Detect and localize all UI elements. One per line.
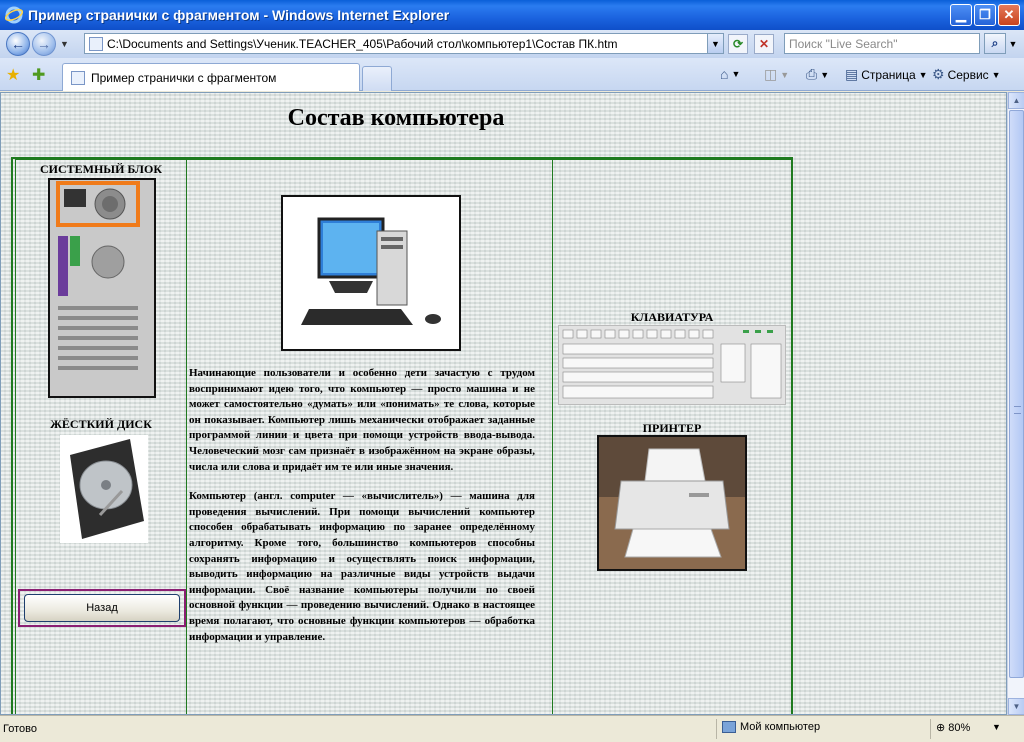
restore-button[interactable] <box>974 4 996 26</box>
keyboard-image <box>558 325 786 405</box>
search-input[interactable]: Поиск "Live Search" <box>784 33 980 54</box>
chevron-down-icon: ▼ <box>731 69 741 79</box>
close-button[interactable] <box>998 4 1020 26</box>
zoom-control[interactable] <box>936 721 970 734</box>
security-zone[interactable] <box>722 721 820 733</box>
minimize-button[interactable] <box>950 4 972 26</box>
search-icon: ⌕ <box>991 36 999 50</box>
status-bar <box>0 715 1024 742</box>
address-dropdown[interactable]: ▼ <box>707 34 723 53</box>
close-icon: ✕ <box>1003 7 1015 22</box>
favorites-star-icon[interactable]: ★ <box>6 67 21 84</box>
page-icon: ▤ <box>845 66 859 82</box>
system-unit-caption: СИСТЕМНЫЙ БЛОК <box>39 162 163 176</box>
navigation-bar <box>0 30 1024 58</box>
restore-icon: ❐ <box>979 7 991 22</box>
right-column <box>553 159 791 715</box>
home-button[interactable] <box>720 66 740 82</box>
left-column <box>15 159 187 715</box>
arrow-down-icon: ▼ <box>1012 702 1021 711</box>
hard-disk-icon <box>60 435 148 543</box>
scroll-up-button[interactable] <box>1008 92 1024 109</box>
chevron-down-icon: ▼ <box>991 69 1001 80</box>
printer-image <box>597 435 747 571</box>
chevron-down-icon: ▼ <box>820 69 830 80</box>
zoom-dropdown[interactable]: ▼ <box>992 722 1001 732</box>
ie-logo-icon <box>5 6 23 24</box>
gear-icon: ⚙ <box>932 66 945 82</box>
arrow-left-icon: ← <box>11 36 25 52</box>
back-button[interactable]: Назад <box>24 594 180 622</box>
chevron-down-icon: ▼ <box>780 69 790 80</box>
tab-label: Пример странички с фрагментом <box>91 70 277 85</box>
article-text <box>189 366 535 659</box>
new-tab-button[interactable] <box>362 66 392 91</box>
scroll-down-button[interactable] <box>1008 698 1024 715</box>
middle-column <box>187 159 553 715</box>
printer-icon <box>599 437 745 569</box>
page-icon <box>71 71 85 85</box>
stop-button[interactable] <box>754 34 774 54</box>
recent-pages-dropdown[interactable]: ▼ <box>60 39 69 49</box>
zone-label: Мой компьютер <box>740 721 821 733</box>
keyboard-icon <box>559 326 785 404</box>
column-border <box>553 159 791 161</box>
paragraph: Компьютер (англ. computer — «вычислитель») — машина для проведения вычислений. При помощи вычислений компьютер способен обрабатывать информацию по заранее определённому алгоритму. Кроме того, большинство компьютеров способны сохранять информацию и осуществлять поиск информации, выводить информацию на различные виды устройств выдачи информации. Своё название компьютеры получили по своей основной функции — проведению вычислений. Однако в настоящее время полагают, что основные функции компьютеров — обработка информации и управление. <box>189 490 535 643</box>
page-content <box>0 92 1007 715</box>
refresh-button[interactable] <box>728 34 748 54</box>
forward-nav-button[interactable] <box>32 32 56 56</box>
page-icon <box>89 37 103 51</box>
status-divider <box>716 719 717 739</box>
minimize-icon: ▁ <box>956 7 966 22</box>
tools-menu-label: Сервис <box>947 67 989 82</box>
keyboard-caption: КЛАВИАТУРА <box>630 310 714 324</box>
zoom-icon: ⊕ <box>936 722 946 734</box>
column-border <box>187 159 552 161</box>
search-button[interactable] <box>984 33 1006 54</box>
computer-image <box>281 195 461 351</box>
stop-icon: ✕ <box>758 37 770 51</box>
tab-bar <box>0 58 1024 91</box>
refresh-icon: ⟳ <box>732 37 744 51</box>
add-favorites-icon[interactable]: ✚ <box>32 67 46 84</box>
printer-caption: ПРИНТЕР <box>642 421 702 435</box>
computer-zone-icon <box>722 721 736 733</box>
print-button[interactable] <box>806 66 829 83</box>
scroll-thumb[interactable] <box>1009 110 1024 678</box>
paragraph: Начинающие пользователи и особенно дети зачастую с трудом воспринимают идею того, что компьютер — просто машина и не может самостоятельно «думать» или «понимать» те слова, которые он показывает. Компьютер лишь механически отображает заданные программой линии и цвета при помощи устройств ввода-вывода. Человеческий мозг сам признаёт в изображённом на экране образы, числа или слова и придаёт им те или иные значения. <box>189 367 535 473</box>
address-text: C:\Documents and Settings\Ученик.TEACHER_405\Рабочий стол\компьютер1\Состав ПК.htm <box>107 36 618 51</box>
search-options-dropdown[interactable]: ▼ <box>1008 38 1018 49</box>
back-button-frame <box>18 589 186 627</box>
tab-active[interactable] <box>62 63 360 91</box>
back-nav-button[interactable] <box>6 32 30 56</box>
chevron-down-icon: ▼ <box>918 69 928 80</box>
arrow-up-icon: ▲ <box>1012 96 1021 105</box>
computer-icon <box>283 197 459 349</box>
tools-menu-button[interactable] <box>932 66 1001 83</box>
status-divider <box>930 719 931 739</box>
layout-table <box>11 157 793 715</box>
scroll-grip-icon <box>1014 406 1021 414</box>
page-title: Состав компьютера <box>287 105 505 131</box>
page-menu-button[interactable] <box>845 66 928 83</box>
window-controls <box>950 4 1020 26</box>
system-unit-icon <box>50 180 154 396</box>
address-bar[interactable] <box>84 33 724 54</box>
title-bar <box>0 0 1024 30</box>
feeds-button[interactable] <box>764 66 789 83</box>
rss-icon: ◫ <box>764 66 778 82</box>
page-menu-label: Страница <box>861 67 916 82</box>
hard-disk-caption: ЖЁСТКИЙ ДИСК <box>50 417 152 431</box>
zoom-level: 80% <box>948 721 971 734</box>
vertical-scrollbar[interactable] <box>1007 92 1024 715</box>
hard-disk-image <box>60 435 148 543</box>
window-title: Пример странички с фрагментом - Windows Internet Explorer <box>28 7 450 23</box>
system-unit-image <box>48 178 156 398</box>
status-text: Готово <box>3 723 37 735</box>
column-border <box>16 159 186 161</box>
home-icon: ⌂ <box>720 66 729 82</box>
arrow-right-icon: → <box>37 36 51 52</box>
printer-icon: ⎙ <box>806 66 818 82</box>
